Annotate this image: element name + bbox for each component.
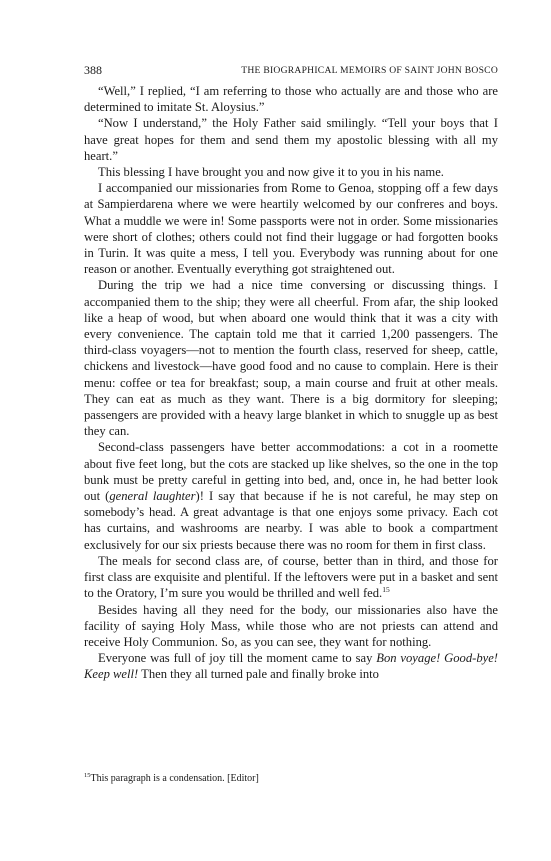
paragraph: I accompanied our missionaries from Rome to Genoa, stopping off a few days at Sampierdarena where we were heartily welcomed by our confreres and boys. What a muddle we were in! Some passports were not in order. Some missionaries were short of clothes; others could not find their luggage or had forgotten books in Turin. It was quite a mess, I tell you. Everybody was running about for one reason or another. Eventually everything got straightened out.	[84, 181, 498, 277]
footnote-mark: 15	[84, 772, 91, 779]
page-number: 388	[84, 63, 102, 77]
page-header	[84, 62, 498, 78]
paragraph	[84, 650, 498, 682]
paragraph: This blessing I have brought you and now give it to you in his name.	[98, 165, 444, 180]
paragraph-text: Second-class passengers have better accommodations: a cot in a roomette about five feet long, but the cots are stacked up like shelves, so the one in the top bunk must be pretty careful in getting into bed, and, once in, he had better look out (	[84, 440, 498, 504]
paragraph-text: Everyone was full of joy till the moment came to say	[98, 651, 377, 666]
paragraph-text: )! I say that because if he is not careful, he may step on somebody’s head. A great advantage is that one enjoys some privacy. Each cot has curtains, and washrooms are nearby. I was able to book a compartment exclusively for our six priests because there was no room for them in first class.	[84, 489, 498, 552]
paragraph: “Now I understand,” the Holy Father said smilingly. “Tell your boys that I have great hopes for them and send them my apostolic blessing with all my heart.”	[84, 116, 498, 163]
body-text	[84, 83, 498, 683]
stage-direction-italic: general laughter	[109, 489, 196, 504]
footnote-reference[interactable]: 15	[382, 585, 390, 595]
paragraph	[84, 553, 498, 602]
paragraph-text: Then they all turned pale and finally broke into	[138, 667, 379, 682]
footnote	[84, 772, 498, 785]
paragraph-text: The meals for second class are, of course, better than in third, and those for first class are exquisite and plentiful. If the leftovers were put in a basket and sent to the Oratory, I’m sure you would be thrilled and well fed.	[84, 553, 498, 601]
footnote-text: This paragraph is a condensation. [Editor]	[90, 773, 259, 784]
paragraph: During the trip we had a nice time conversing or discussing things. I accompanied them to the ship; they were all cheerful. From afar, the ship looked like a heap of wood, but when aboard one would think that it was a city with every convenience. The captain told me that it carried 1,200 passengers. The third-class voyagers—not to mention the fourth class, reserved for sheep, cattle, chickens and livestock—have good food and no cause to complain. Here is their menu: coffee or tea for breakfast; soup, a main course and fruit at other meals. They can eat as much as they want. There is a big dormitory for sleeping; passengers are provided with a heavy large blanket in which to snuggle up as best they can.	[84, 278, 498, 439]
running-title: THE BIOGRAPHICAL MEMOIRS OF SAINT JOHN BOSCO	[241, 65, 498, 76]
paragraph: Besides having all they need for the body, our missionaries also have the facility of saying Holy Mass, while those who are not priests can attend and receive Holy Communion. So, as you can see, they want for nothing.	[84, 602, 498, 649]
farewell-italic: Bon voyage! Good-bye! Keep well!	[84, 651, 498, 682]
paragraph: “Well,” I replied, “I am referring to those who actually are and those who are determined to imitate St. Aloysius.”	[84, 84, 498, 115]
paragraph	[84, 439, 498, 552]
